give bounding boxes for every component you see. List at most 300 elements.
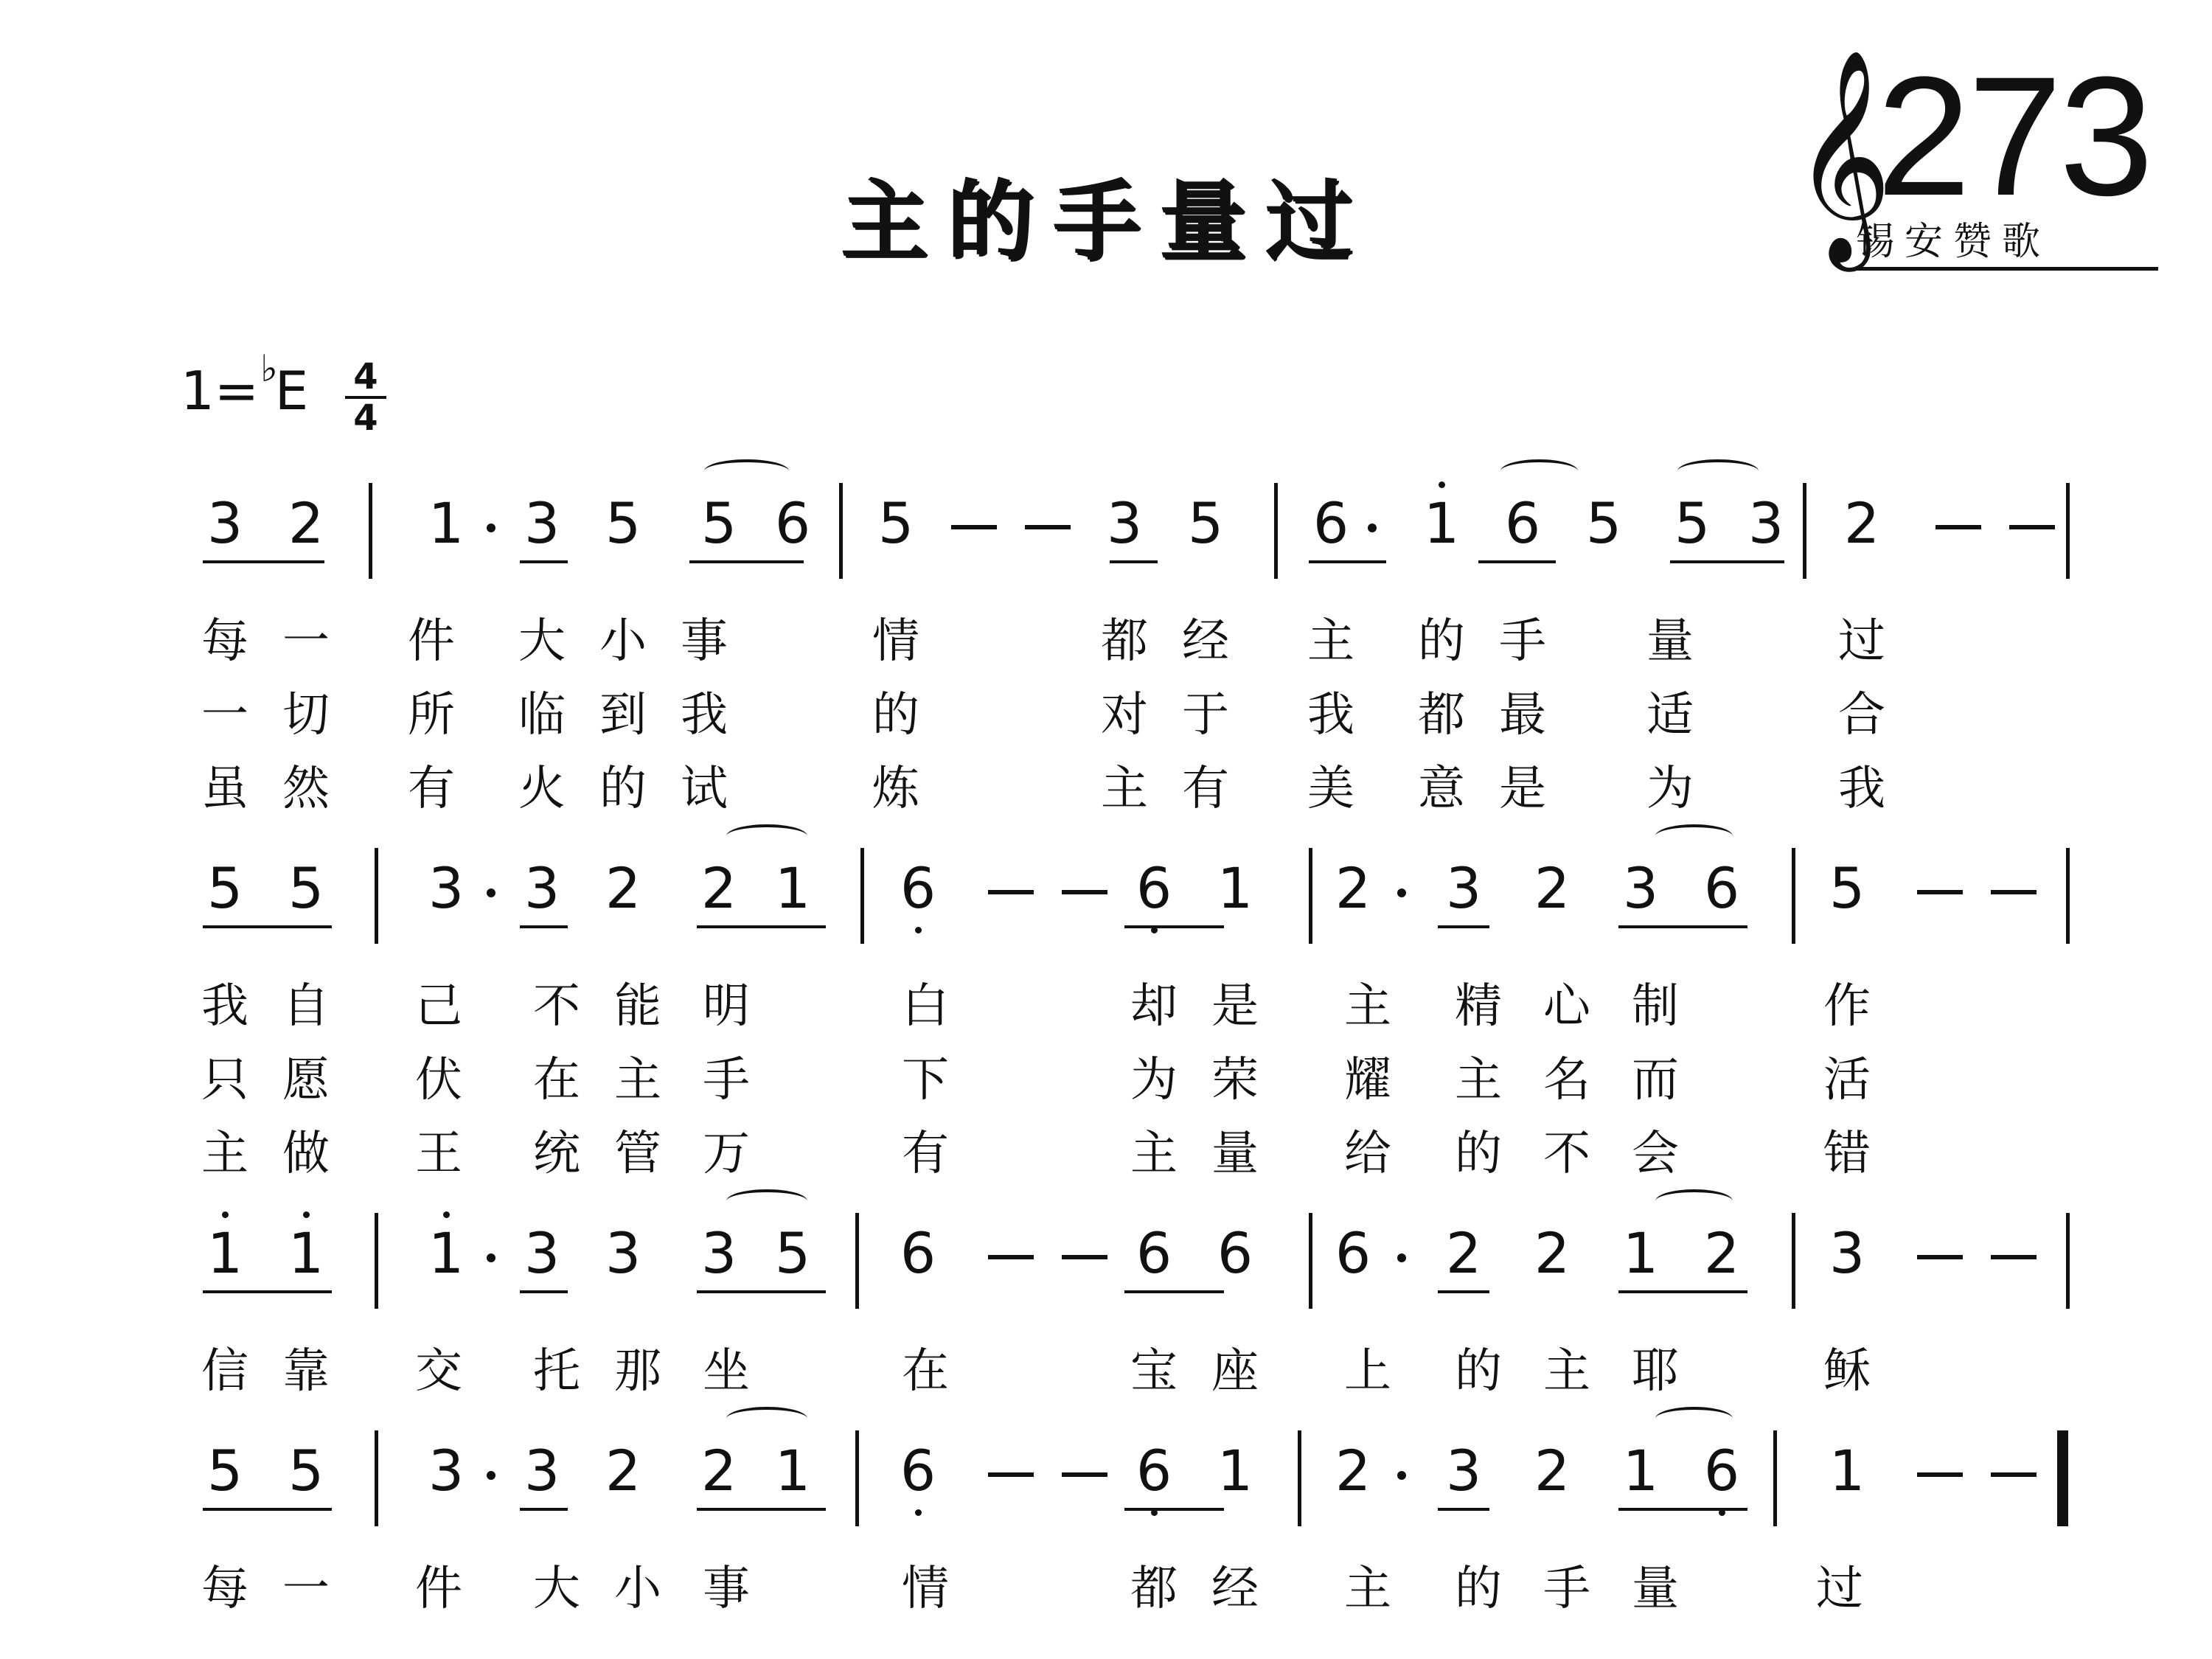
key-name: E <box>274 360 309 422</box>
lyric-character: 主 <box>1455 1053 1502 1107</box>
lyric-character: 自 <box>282 979 330 1034</box>
sustain-dash <box>1062 1472 1107 1477</box>
lyric-character: 做 <box>282 1127 330 1181</box>
sustain-dash <box>1062 1255 1107 1259</box>
lyric-character: 统 <box>533 1127 580 1181</box>
note-digit: 2 <box>1445 1220 1482 1286</box>
note <box>894 855 942 922</box>
lyric-character: 坐 <box>703 1344 750 1399</box>
note <box>599 490 647 557</box>
note-digit: 6 <box>900 855 936 921</box>
note <box>1329 1438 1377 1504</box>
sustain-dash <box>1062 890 1107 894</box>
sustain-dash <box>988 890 1034 894</box>
note <box>894 1220 942 1287</box>
lyric-character: 为 <box>1646 762 1694 816</box>
lyric-character: 耶 <box>1632 1344 1679 1399</box>
sustain-dash <box>2009 525 2055 529</box>
lyric-character: 合 <box>1838 688 1885 742</box>
beam-underline <box>1618 925 1747 928</box>
note <box>518 490 566 557</box>
note-digit: 1 <box>428 490 465 556</box>
lyric-character: 上 <box>1344 1344 1391 1399</box>
lyric-character: 主 <box>1130 1127 1178 1181</box>
beam-underline <box>203 1290 332 1293</box>
beam-underline <box>520 1290 568 1293</box>
note-digit: 3 <box>1106 490 1143 556</box>
note-digit: 1 <box>774 1438 811 1503</box>
lyric-character: 临 <box>518 688 566 742</box>
note-digit: 1 <box>206 1220 243 1286</box>
note <box>1697 1438 1746 1504</box>
note <box>768 1220 817 1287</box>
lyric-character: 对 <box>1101 688 1148 742</box>
note <box>518 1438 566 1504</box>
slur-arc <box>1500 459 1578 483</box>
note <box>1837 490 1886 557</box>
score-system <box>0 483 2212 608</box>
lyric-character: 的 <box>599 762 647 816</box>
augmentation-dot <box>1368 524 1377 532</box>
note-digit: 1 <box>288 1220 324 1286</box>
lyric-character: 白 <box>902 979 949 1034</box>
beam-underline <box>203 925 332 928</box>
note <box>1417 490 1466 557</box>
barline <box>1309 1213 1312 1309</box>
note <box>1329 855 1377 922</box>
lyric-character: 然 <box>282 762 330 816</box>
note <box>1100 490 1149 557</box>
barline <box>375 1430 378 1526</box>
note-digit: 6 <box>1703 1438 1740 1503</box>
lyric-character: 小 <box>599 614 647 669</box>
note-digit: 5 <box>605 490 641 556</box>
treble-clef-icon: 𝄞 <box>1793 47 1892 262</box>
beam-underline <box>1124 1290 1224 1293</box>
note-digit: 5 <box>288 1438 324 1503</box>
key-prefix: 1= <box>181 360 260 422</box>
barline <box>369 483 372 579</box>
barline <box>1309 848 1312 944</box>
lyric-character: 每 <box>201 614 248 669</box>
note <box>1616 1438 1665 1504</box>
note <box>695 490 743 557</box>
barline <box>2066 1213 2070 1309</box>
lyric-character: 适 <box>1646 688 1694 742</box>
lyric-character: 情 <box>872 614 919 669</box>
sustain-dash <box>1991 1472 2037 1477</box>
hymnal-name: 锡安赞歌 <box>1856 210 2158 271</box>
lyric-character: 会 <box>1632 1127 1679 1181</box>
lyric-character: 事 <box>681 614 728 669</box>
lyric-character: 只 <box>201 1053 248 1107</box>
note-digit: 5 <box>288 855 324 921</box>
note-digit: 5 <box>206 1438 243 1503</box>
note <box>201 490 249 557</box>
lyric-character: 量 <box>1632 1562 1679 1616</box>
note <box>768 855 817 922</box>
lyric-character: 都 <box>1418 688 1465 742</box>
octave-up-dot <box>303 1211 310 1218</box>
note <box>282 855 330 922</box>
note-digit: 2 <box>1534 1220 1571 1286</box>
note-digit: 2 <box>1534 855 1571 921</box>
note <box>1211 1438 1259 1504</box>
note <box>1528 855 1576 922</box>
note <box>1307 490 1355 557</box>
note-digit: 1 <box>774 855 811 921</box>
lyric-character: 靠 <box>282 1344 330 1399</box>
note-digit: 3 <box>428 855 465 921</box>
beam-underline <box>1438 1290 1489 1293</box>
note <box>282 1220 330 1287</box>
lyric-character: 在 <box>533 1053 580 1107</box>
lyric-character: 在 <box>902 1344 949 1399</box>
note <box>768 1438 817 1504</box>
note-digit: 2 <box>1534 1438 1571 1503</box>
final-barline <box>2057 1430 2068 1526</box>
lyric-character: 是 <box>1211 979 1259 1034</box>
augmentation-dot <box>1397 1471 1406 1480</box>
note <box>518 1220 566 1287</box>
slur-arc <box>1655 1407 1733 1430</box>
note-digit: 3 <box>524 490 560 556</box>
lyric-character: 一 <box>201 688 248 742</box>
note-digit: 3 <box>524 855 560 921</box>
lyric-character: 量 <box>1646 614 1694 669</box>
lyric-character: 稣 <box>1823 1344 1871 1399</box>
note <box>1130 1220 1178 1287</box>
octave-down-dot <box>915 1509 922 1516</box>
lyric-character: 过 <box>1816 1562 1863 1616</box>
note-digit: 6 <box>1135 1438 1172 1503</box>
beam-underline <box>1124 925 1224 928</box>
beam-underline <box>697 1290 826 1293</box>
lyric-character: 大 <box>533 1562 580 1616</box>
note-digit: 5 <box>700 490 737 556</box>
slur-arc <box>726 824 807 848</box>
augmentation-dot <box>1397 888 1406 897</box>
lyric-character: 主 <box>1101 762 1148 816</box>
barline <box>2066 483 2070 579</box>
sustain-dash <box>1917 890 1963 894</box>
barline <box>860 848 864 944</box>
barline <box>1274 483 1278 579</box>
note <box>1439 1220 1488 1287</box>
barline <box>1773 1430 1777 1526</box>
slur-arc <box>726 1407 807 1430</box>
lyric-character: 名 <box>1543 1053 1590 1107</box>
note <box>201 855 249 922</box>
slur-arc <box>1677 459 1759 483</box>
beam-underline <box>1618 1508 1747 1511</box>
note <box>1528 1220 1576 1287</box>
lyric-character: 的 <box>1455 1344 1502 1399</box>
note <box>1181 490 1230 557</box>
lyric-character: 荣 <box>1211 1053 1259 1107</box>
note-digit: 3 <box>1445 855 1482 921</box>
note <box>695 1220 743 1287</box>
note <box>422 1438 470 1504</box>
octave-up-dot <box>222 1211 229 1218</box>
hymnal-logo <box>1788 41 2171 265</box>
note-digit: 2 <box>288 490 324 556</box>
slur-arc <box>1655 824 1733 848</box>
note-digit: 2 <box>700 1438 737 1503</box>
lyric-character: 主 <box>1344 1562 1391 1616</box>
lyric-character: 愿 <box>282 1053 330 1107</box>
song-title: 主的手量过 <box>840 170 1371 272</box>
lyric-character: 主 <box>1543 1344 1590 1399</box>
note <box>422 490 470 557</box>
slur-arc <box>726 1189 807 1213</box>
note <box>599 855 647 922</box>
lyric-character: 不 <box>1543 1127 1590 1181</box>
note-digit: 1 <box>428 1220 465 1286</box>
lyric-character: 主 <box>201 1127 248 1181</box>
note-digit: 2 <box>700 855 737 921</box>
lyric-character: 座 <box>1211 1344 1259 1399</box>
sustain-dash <box>1917 1255 1963 1259</box>
lyric-character: 经 <box>1211 1562 1259 1616</box>
sustain-dash <box>1917 1472 1963 1477</box>
note-digit: 3 <box>524 1220 560 1286</box>
lyric-character: 我 <box>1838 762 1885 816</box>
sustain-dash <box>988 1472 1034 1477</box>
score-system <box>0 1430 2212 1556</box>
note <box>599 1220 647 1287</box>
note <box>1439 855 1488 922</box>
lyric-character: 经 <box>1182 614 1229 669</box>
lyric-character: 一 <box>282 1562 330 1616</box>
lyric-character: 我 <box>1307 688 1354 742</box>
lyric-character: 主 <box>1344 979 1391 1034</box>
lyric-character: 件 <box>408 614 455 669</box>
sustain-dash <box>1025 525 1071 529</box>
note <box>1823 855 1871 922</box>
octave-down-dot <box>915 927 922 933</box>
lyric-character: 明 <box>703 979 750 1034</box>
beam-underline <box>1438 925 1489 928</box>
lyric-character: 能 <box>614 979 661 1034</box>
note <box>768 490 817 557</box>
note <box>422 855 470 922</box>
sustain-dash <box>1991 1255 2037 1259</box>
barline <box>1803 483 1806 579</box>
note <box>1579 490 1628 557</box>
note-digit: 5 <box>1674 490 1711 556</box>
lyric-character: 主 <box>614 1053 661 1107</box>
lyric-character: 小 <box>614 1562 661 1616</box>
note-digit: 5 <box>1829 855 1865 921</box>
time-signature-bottom: 4 <box>353 397 378 439</box>
score-system <box>0 1213 2212 1338</box>
lyric-character: 作 <box>1823 979 1871 1034</box>
beam-underline <box>1438 1508 1489 1511</box>
lyric-character: 信 <box>201 1344 248 1399</box>
note-digit: 1 <box>1217 1438 1253 1503</box>
note <box>1211 855 1259 922</box>
note-digit: 6 <box>1135 855 1172 921</box>
note <box>1130 855 1178 922</box>
note <box>282 490 330 557</box>
note-digit: 6 <box>1335 1220 1371 1286</box>
note <box>872 490 920 557</box>
lyric-character: 每 <box>201 1562 248 1616</box>
octave-up-dot <box>1439 481 1445 488</box>
note <box>1823 1438 1871 1504</box>
note-digit: 6 <box>1312 490 1349 556</box>
note-digit: 6 <box>1135 1220 1172 1286</box>
barline <box>1792 848 1795 944</box>
augmentation-dot <box>487 888 495 897</box>
lyric-character: 宝 <box>1130 1344 1178 1399</box>
lyric-character: 过 <box>1838 614 1885 669</box>
note <box>518 855 566 922</box>
lyric-character: 虽 <box>201 762 248 816</box>
augmentation-dot <box>487 1471 495 1480</box>
lyric-character: 下 <box>902 1053 949 1107</box>
lyric-character: 精 <box>1455 979 1502 1034</box>
note-digit: 2 <box>605 1438 641 1503</box>
key-signature <box>181 347 309 426</box>
note <box>1528 1438 1576 1504</box>
note-digit: 2 <box>1703 1220 1740 1286</box>
lyric-character: 量 <box>1211 1127 1259 1181</box>
lyric-character: 有 <box>408 762 455 816</box>
lyric-character: 给 <box>1344 1127 1391 1181</box>
lyric-character: 手 <box>703 1053 750 1107</box>
lyric-character: 切 <box>282 688 330 742</box>
note-digit: 3 <box>1747 490 1784 556</box>
note <box>1439 1438 1488 1504</box>
note-digit: 5 <box>206 855 243 921</box>
lyric-character: 美 <box>1307 762 1354 816</box>
lyric-character: 交 <box>415 1344 462 1399</box>
note <box>201 1438 249 1504</box>
note <box>894 1438 942 1504</box>
lyric-character: 的 <box>1455 1562 1502 1616</box>
note <box>201 1220 249 1287</box>
barline <box>2066 848 2070 944</box>
note <box>1130 1438 1178 1504</box>
barline <box>855 1430 859 1526</box>
octave-up-dot <box>443 1211 450 1218</box>
lyric-character: 为 <box>1130 1053 1178 1107</box>
note-digit: 6 <box>900 1438 936 1503</box>
lyric-character: 大 <box>518 614 566 669</box>
beam-underline <box>1478 560 1556 563</box>
lyric-character: 万 <box>703 1127 750 1181</box>
lyric-character: 制 <box>1632 979 1679 1034</box>
sustain-dash <box>1991 890 2037 894</box>
lyric-character: 我 <box>201 979 248 1034</box>
beam-underline <box>1124 1508 1224 1511</box>
lyric-character: 件 <box>415 1562 462 1616</box>
lyric-character: 那 <box>614 1344 661 1399</box>
beam-underline <box>1618 1290 1747 1293</box>
note-digit: 3 <box>206 490 243 556</box>
lyric-character: 主 <box>1307 614 1354 669</box>
lyric-character: 到 <box>599 688 647 742</box>
beam-underline <box>203 560 324 563</box>
note <box>1823 1220 1871 1287</box>
barline <box>375 1213 378 1309</box>
lyric-character: 的 <box>1418 614 1465 669</box>
time-signature-top: 4 <box>345 358 386 399</box>
note-digit: 6 <box>1217 1220 1253 1286</box>
note-digit: 1 <box>1622 1220 1659 1286</box>
lyric-character: 的 <box>872 688 919 742</box>
note-digit: 2 <box>1335 1438 1371 1503</box>
note <box>695 855 743 922</box>
lyric-character: 错 <box>1823 1127 1871 1181</box>
note <box>1697 1220 1746 1287</box>
note <box>1742 490 1790 557</box>
lyric-character: 手 <box>1499 614 1546 669</box>
lyric-character: 是 <box>1499 762 1546 816</box>
lyric-character: 一 <box>282 614 330 669</box>
note <box>695 1438 743 1504</box>
lyric-character: 伏 <box>415 1053 462 1107</box>
note <box>1211 1220 1259 1287</box>
beam-underline <box>1670 560 1784 563</box>
barline <box>1792 1213 1795 1309</box>
note-digit: 3 <box>428 1438 465 1503</box>
note-digit: 5 <box>877 490 914 556</box>
note-digit: 2 <box>605 855 641 921</box>
note-digit: 1 <box>1622 1438 1659 1503</box>
barline <box>1298 1430 1301 1526</box>
note-digit: 1 <box>1217 855 1253 921</box>
lyric-character: 管 <box>614 1127 661 1181</box>
note-digit: 6 <box>1703 855 1740 921</box>
barline <box>839 483 843 579</box>
augmentation-dot <box>487 524 495 532</box>
note-digit: 6 <box>774 490 811 556</box>
beam-underline <box>697 1508 826 1511</box>
lyric-character: 我 <box>681 688 728 742</box>
lyric-character: 火 <box>518 762 566 816</box>
beam-underline <box>520 925 568 928</box>
beam-underline <box>520 1508 568 1511</box>
note <box>282 1438 330 1504</box>
lyric-character: 不 <box>533 979 580 1034</box>
note-digit: 5 <box>1585 490 1622 556</box>
note <box>1329 1220 1377 1287</box>
barline <box>375 848 378 944</box>
lyric-character: 都 <box>1130 1562 1178 1616</box>
note-digit: 3 <box>1829 1220 1865 1286</box>
note-digit: 2 <box>1335 855 1371 921</box>
lyric-character: 有 <box>1182 762 1229 816</box>
sustain-dash <box>1935 525 1981 529</box>
beam-underline <box>520 560 568 563</box>
note <box>1616 855 1665 922</box>
slur-arc <box>704 459 789 483</box>
note-digit: 6 <box>900 1220 936 1286</box>
lyric-character: 意 <box>1418 762 1465 816</box>
note-digit: 1 <box>1829 1438 1865 1503</box>
note-digit: 3 <box>1445 1438 1482 1503</box>
beam-underline <box>697 925 826 928</box>
hymn-number: 273 <box>1877 41 2151 231</box>
time-signature <box>345 358 386 437</box>
slur-arc <box>1655 1189 1733 1213</box>
lyric-character: 己 <box>415 979 462 1034</box>
lyric-character: 托 <box>533 1344 580 1399</box>
note <box>1668 490 1717 557</box>
